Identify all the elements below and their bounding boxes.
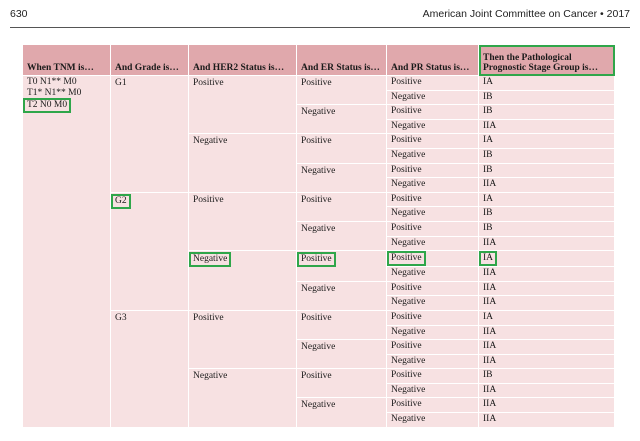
pr-cell-text: Negative [391,326,426,337]
er-cell-text: Positive [297,252,336,267]
pr-cell-text: Positive [391,282,422,293]
her2-cell-text: Positive [193,194,224,205]
her2-cell-text: Positive [193,312,224,323]
stage-cell [479,119,615,134]
her2-cell [189,76,297,134]
stage-cell-text: IB [483,149,493,160]
pr-cell [387,310,479,325]
er-cell [297,310,387,339]
stage-cell-text: IA [479,251,497,266]
stage-cell [479,163,615,178]
pr-cell [387,251,479,267]
pr-cell-text: Negative [391,149,426,160]
er-cell-text: Negative [301,165,336,176]
stage-cell [479,296,615,311]
tnm-cell [23,76,111,428]
stage-cell-text: IA [483,193,494,204]
pr-cell [387,354,479,369]
stage-cell-text: IIA [483,297,497,308]
pr-cell [387,369,479,384]
pr-cell [387,296,479,311]
pr-cell [387,281,479,296]
her2-cell [189,310,297,368]
pr-cell [387,325,479,340]
stage-cell [479,236,615,251]
stage-cell-text: IA [483,77,494,87]
pr-cell [387,267,479,282]
er-cell-text: Negative [301,107,336,118]
table-row [23,76,615,91]
stage-cell-text: IB [483,208,493,219]
column-header-her2: And HER2 Status is… [189,45,297,76]
stage-cell [479,340,615,355]
er-cell [297,398,387,427]
stage-cell [479,281,615,296]
grade-cell [111,310,189,427]
pr-cell-text: Negative [391,179,426,190]
er-cell [297,251,387,282]
pr-cell-text: Negative [391,268,426,279]
stage-cell [479,192,615,207]
stage-cell-text: IIA [483,355,497,366]
column-header-er: And ER Status is… [297,45,387,76]
er-cell-text: Negative [301,223,336,234]
grade-cell [111,76,189,193]
pr-cell [387,221,479,236]
column-header-tnm: When TNM is… [23,45,111,76]
er-cell-text: Negative [301,400,336,411]
pr-cell [387,340,479,355]
pr-cell-text: Negative [391,120,426,131]
stage-cell [479,369,615,384]
her2-cell [189,192,297,250]
her2-cell [189,369,297,427]
pr-cell-text: Positive [391,222,422,233]
pr-cell [387,178,479,193]
stage-cell-text: IIA [483,282,497,293]
table-row [23,310,615,325]
pr-cell-text: Negative [391,414,426,425]
er-cell [297,221,387,250]
stage-cell [479,90,615,105]
er-cell [297,192,387,221]
tnm-value: T1* N1** M0 [27,87,82,98]
stage-cell-text: IB [483,164,493,175]
stage-cell-text: IA [483,311,494,322]
er-cell [297,369,387,398]
her2-cell [189,251,297,311]
pr-cell [387,76,479,91]
stage-cell [479,178,615,193]
stage-cell [479,148,615,163]
table-body [23,76,615,428]
stage-cell [479,267,615,282]
pr-cell-text: Positive [391,341,422,352]
stage-cell [479,134,615,149]
stage-cell-text: IB [483,106,493,117]
pr-cell [387,383,479,398]
er-cell-text: Positive [301,136,332,147]
stage-cell-text: IB [483,91,493,102]
stage-cell-text: IA [483,135,494,146]
stage-cell-text: IIA [483,399,497,410]
stage-cell-text: IIA [483,384,497,395]
stage-cell [479,105,615,120]
tnm-value [27,98,106,113]
pr-cell [387,398,479,413]
grade-cell-text: G3 [115,312,127,323]
er-cell [297,105,387,134]
pr-cell-text: Negative [391,91,426,102]
tnm-value-highlight: T2 N0 M0 [23,98,71,113]
stage-cell [479,383,615,398]
page-number: 630 [10,8,28,20]
stage-cell [479,76,615,91]
pr-cell-text: Negative [391,355,426,366]
er-cell-text: Positive [301,312,332,323]
stage-cell [479,325,615,340]
pr-cell-text: Positive [391,106,422,117]
pr-cell-text: Negative [391,297,426,308]
stage-cell-text: IB [483,370,493,381]
pr-cell-text: Negative [391,384,426,395]
pr-cell [387,413,479,428]
er-cell-text: Positive [301,78,332,88]
table-header-row [23,45,615,76]
her2-cell-text: Negative [193,371,228,382]
pr-cell [387,148,479,163]
column-header-stage-group: Then the Pathological Prognostic Stage Group is… [479,45,615,76]
er-cell-text: Positive [301,371,332,382]
stage-cell-text: IIA [483,326,497,337]
pr-cell-text: Negative [391,237,426,248]
er-cell [297,76,387,105]
pr-cell [387,207,479,222]
pr-cell-text: Positive [387,251,426,266]
pr-cell [387,119,479,134]
grade-cell [111,192,189,310]
column-header-pr: And PR Status is… [387,45,479,76]
er-cell-text: Negative [301,283,336,294]
stage-cell-text: IIA [483,120,497,131]
stage-cell-text: IIA [483,237,497,248]
stage-cell-text: IB [483,222,493,233]
stage-cell [479,207,615,222]
tnm-value: T0 N1** M0 [27,77,77,87]
prognostic-stage-table [22,44,615,428]
stage-cell [479,221,615,236]
pr-cell [387,192,479,207]
table-row [23,192,615,207]
stage-cell [479,413,615,428]
stage-cell [479,354,615,369]
pr-cell [387,163,479,178]
stage-cell [479,398,615,413]
er-cell-text: Negative [301,342,336,353]
stage-cell-text: IIA [483,268,497,279]
pr-cell-text: Negative [391,208,426,219]
pr-cell-text: Positive [391,193,422,204]
er-cell [297,281,387,310]
stage-cell-text: IIA [483,341,497,352]
er-cell [297,163,387,192]
grade-cell-text: G1 [115,78,127,88]
pr-cell [387,134,479,149]
pr-cell [387,236,479,251]
page-header [10,8,630,24]
er-cell [297,134,387,163]
pr-cell-text: Positive [391,77,422,87]
header-rule [10,27,630,28]
her2-cell-text: Negative [193,136,228,147]
column-header-grade: And Grade is… [111,45,189,76]
stage-cell [479,310,615,325]
her2-cell-text: Positive [193,78,224,88]
stage-cell [479,251,615,267]
pr-cell-text: Positive [391,164,422,175]
pr-cell [387,105,479,120]
pr-cell [387,90,479,105]
pr-cell-text: Positive [391,135,422,146]
grade-cell-text: G2 [111,194,131,209]
er-cell-text: Positive [301,194,332,205]
publication-title: American Joint Committee on Cancer • 2017 [422,8,630,20]
pr-cell-text: Positive [391,311,422,322]
stage-cell-text: IIA [483,414,497,425]
pr-cell-text: Positive [391,370,422,381]
stage-cell-text: IIA [483,179,497,190]
her2-cell-text: Negative [189,252,231,267]
pr-cell-text: Positive [391,399,422,410]
er-cell [297,340,387,369]
her2-cell [189,134,297,192]
